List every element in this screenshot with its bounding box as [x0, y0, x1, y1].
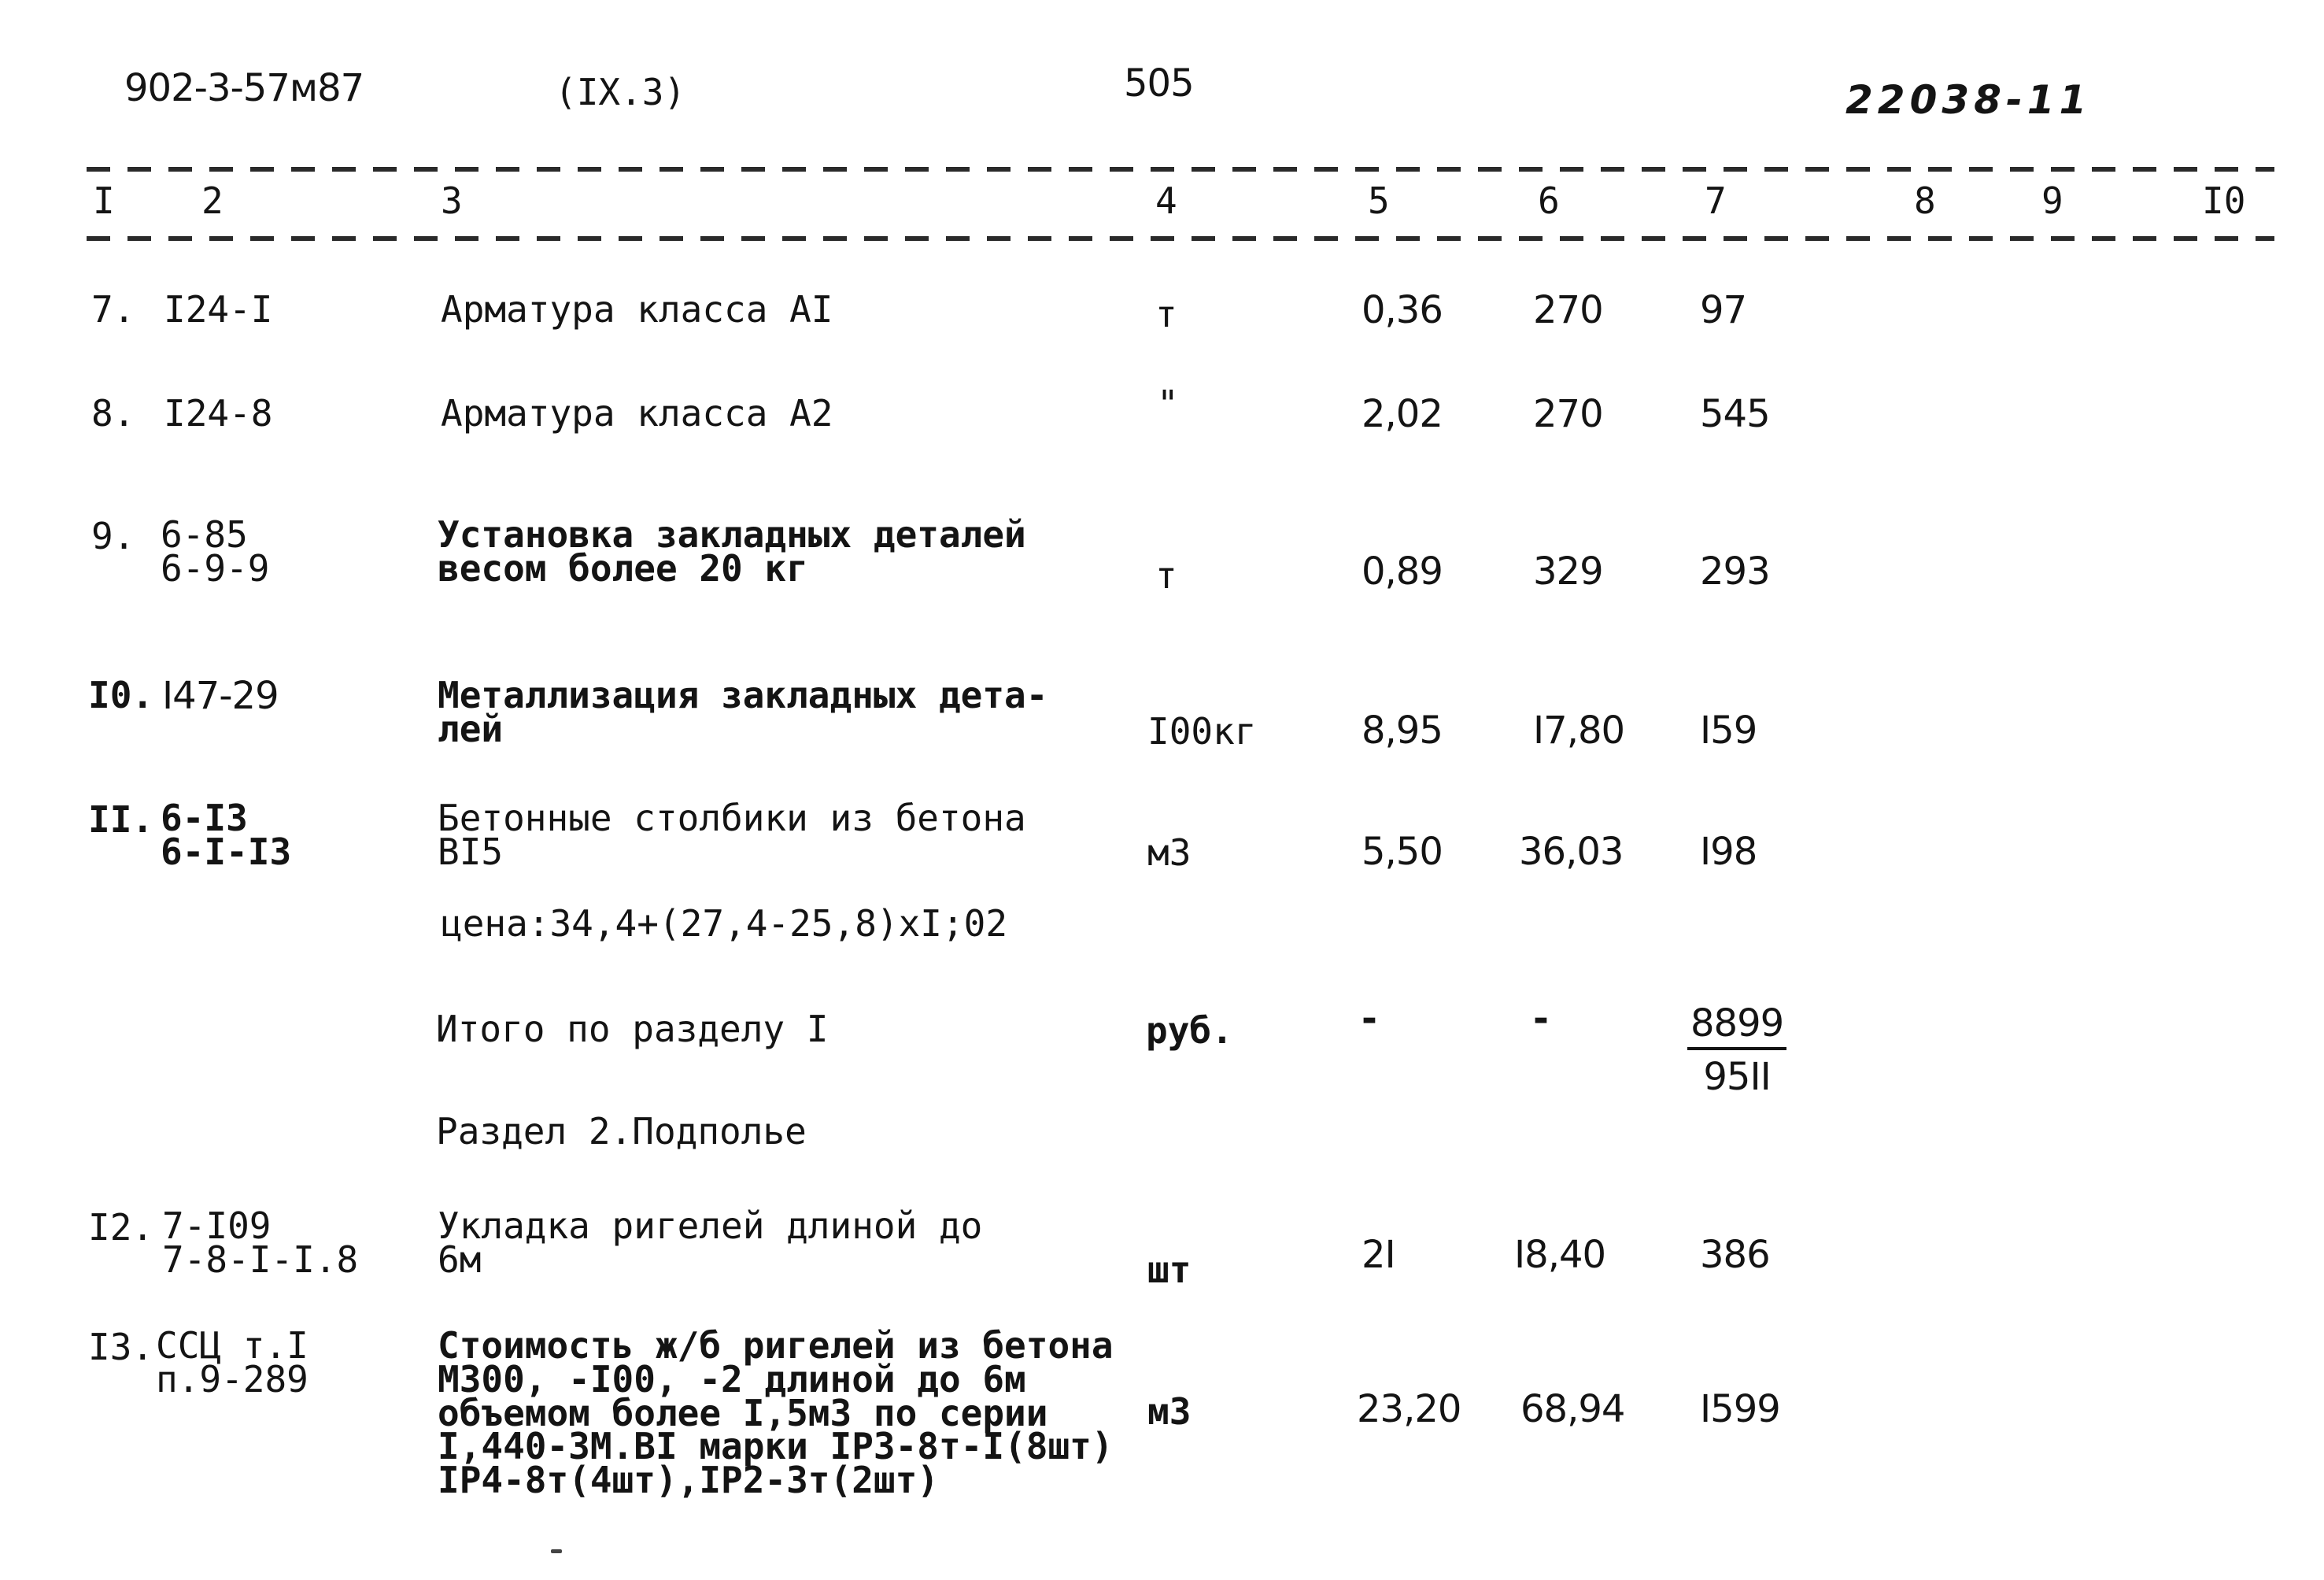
row-8-total: 545 — [1700, 392, 1770, 436]
row-13-number: I3. — [88, 1326, 154, 1368]
row-13-total: I599 — [1700, 1387, 1780, 1431]
column-header-3: 3 — [441, 179, 463, 222]
section-1-subtotal-price-dash: - — [1533, 997, 1548, 1041]
row-8-quantity: 2,02 — [1362, 392, 1443, 436]
row-11-name: Бетонные столбики из бетона BI5 — [438, 797, 1026, 873]
scan-speck — [551, 1549, 562, 1553]
page-number: 505 — [1124, 61, 1194, 105]
row-12-quantity: 2I — [1362, 1233, 1395, 1277]
row-8-code: I24-8 — [164, 392, 273, 435]
row-12-unit-price: I8,40 — [1514, 1233, 1606, 1277]
row-10-number: I0. — [88, 674, 154, 716]
row-7-code: I24-I — [164, 288, 273, 331]
row-7-unit-price: 270 — [1533, 288, 1603, 332]
row-10-quantity: 8,95 — [1362, 709, 1443, 753]
column-header-4: 4 — [1155, 179, 1177, 222]
row-12-number: I2. — [88, 1206, 154, 1249]
header-bottom-dashed-line — [87, 236, 2274, 241]
row-9-unit-price: 329 — [1533, 549, 1603, 594]
row-13-unit-price: 68,94 — [1520, 1387, 1625, 1431]
row-9-name: Установка закладных деталей весом более 20 кг — [438, 513, 1026, 590]
column-header-8: 8 — [1914, 179, 1936, 222]
section-1-subtotal-qty-dash: - — [1362, 997, 1376, 1041]
document-code: 902-3-57м87 — [124, 66, 364, 110]
row-12-code: 7-I09 7-8-I-I.8 — [162, 1204, 359, 1281]
row-9-code: 6-85 6-9-9 — [161, 513, 270, 590]
row-10-unit-price: I7,80 — [1533, 709, 1625, 753]
section-1-subtotal-total-top: 8899 — [1687, 1005, 1786, 1050]
row-13-quantity: 23,20 — [1357, 1387, 1461, 1431]
column-header-1: I — [93, 179, 115, 222]
row-8-unit-price: 270 — [1533, 392, 1603, 436]
column-header-2: 2 — [201, 179, 224, 222]
row-9-quantity: 0,89 — [1362, 549, 1443, 594]
row-8-number: 8. — [91, 392, 135, 435]
row-12-name: Укладка ригелей длиной до 6м — [438, 1204, 983, 1281]
row-13-name: Стоимость ж/б ригелей из бетона М300, -I00, -2 длиной до 6м объемом более I,5м3 по серии I,440-3М.BI марки IР3-8т-I(8шт) IР4-8т(4шт),IР2-3т(2шт) — [438, 1324, 1114, 1502]
row-10-total: I59 — [1700, 709, 1757, 753]
row-10-unit: I00кг — [1147, 710, 1257, 753]
column-header-9: 9 — [2041, 179, 2064, 222]
header-top-dashed-line — [87, 167, 2274, 172]
section-1-subtotal-total-fraction — [1687, 1001, 1786, 1099]
row-11-unit: м3 — [1147, 831, 1192, 874]
column-header-5: 5 — [1368, 179, 1390, 222]
row-8-unit-ditto-mark: " — [1157, 383, 1179, 425]
row-10-name: Металлизация закладных дета- лей — [438, 674, 1048, 750]
row-10-code: I47-29 — [162, 674, 279, 718]
row-13-code: ССЦ т.I п.9-289 — [156, 1324, 309, 1401]
row-9-total: 293 — [1700, 549, 1770, 594]
row-12-total: 386 — [1700, 1233, 1770, 1277]
row-11-number: II. — [88, 798, 154, 841]
row-9-unit: т — [1155, 554, 1177, 597]
row-12-unit: шт — [1147, 1249, 1192, 1291]
row-7-total: 97 — [1700, 288, 1747, 332]
handwritten-stamp-number: 22038-11 — [1846, 77, 2092, 123]
row-11-price-note: цена:34,4+(27,4-25,8)хI;02 — [441, 902, 1008, 945]
row-11-quantity: 5,50 — [1362, 830, 1443, 874]
section-1-subtotal-unit: руб. — [1146, 1009, 1233, 1052]
row-11-total: I98 — [1700, 830, 1757, 874]
row-8-name: Арматура класса A2 — [441, 392, 833, 435]
row-11-code: 6-I3 6-I-I3 — [161, 797, 292, 873]
row-7-number: 7. — [91, 288, 135, 331]
row-7-unit: т — [1155, 293, 1177, 335]
section-1-subtotal-label: Итого по разделу I — [436, 1008, 829, 1050]
row-7-name: Арматура класса AI — [441, 288, 833, 331]
section-code: (IX.3) — [555, 71, 686, 113]
section-1-subtotal-total-bottom: 95II — [1703, 1055, 1771, 1099]
column-header-6: 6 — [1538, 179, 1560, 222]
section-2-title: Раздел 2.Подполье — [436, 1110, 807, 1153]
column-header-7: 7 — [1705, 179, 1727, 222]
row-7-quantity: 0,36 — [1362, 288, 1443, 332]
row-9-number: 9. — [91, 515, 135, 557]
row-13-unit: м3 — [1147, 1390, 1192, 1433]
column-header-10: I0 — [2202, 179, 2246, 222]
row-11-unit-price: 36,03 — [1519, 830, 1624, 874]
